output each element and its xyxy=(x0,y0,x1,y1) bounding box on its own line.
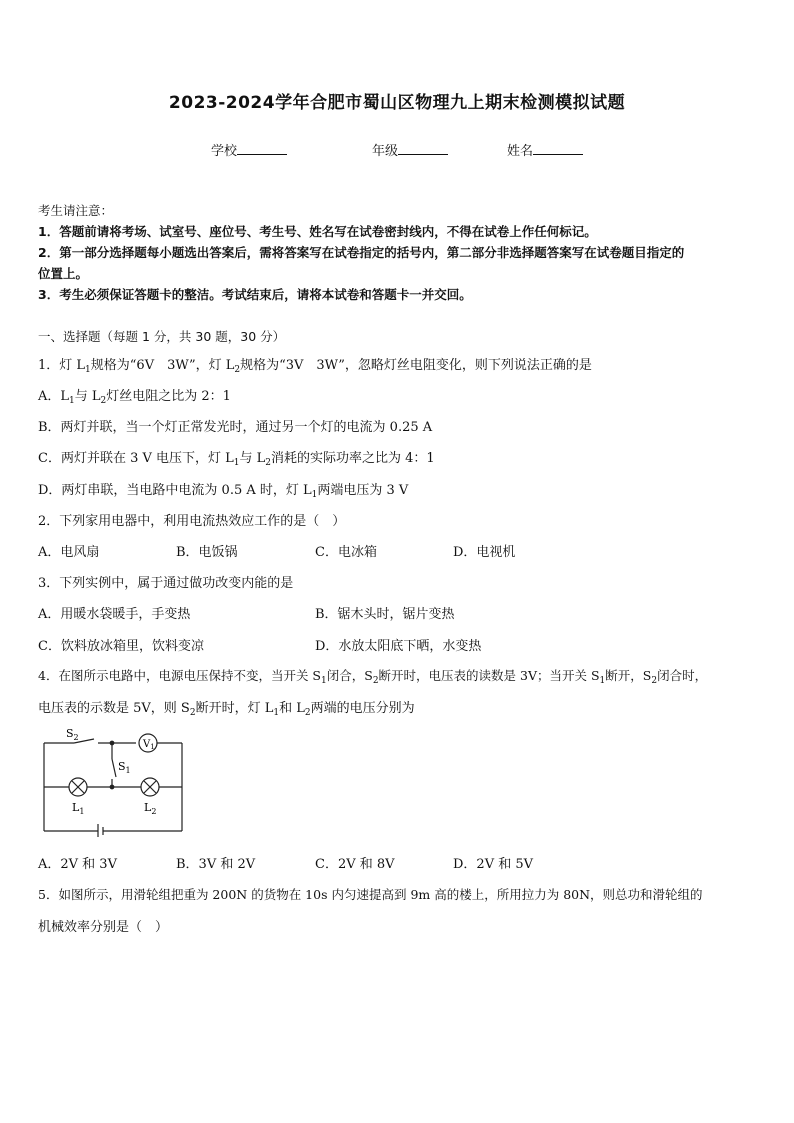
q5-stem-line1: 5．如图所示，用滑轮组把重为 200N 的货物在 10s 内匀速提高到 9m 高的楼上，所用拉力为 80N，则总功和滑轮组的 xyxy=(38,887,703,902)
q4-option-a[interactable]: A．2V 和 3V xyxy=(38,857,117,872)
name-blank[interactable] xyxy=(533,142,583,155)
q1-stem: 1．灯 $L_1$规格为“6V 3W”，灯 $L_2$规格为“3V 3W”，忽略灯丝电阻变化，则下列说法正确的是 xyxy=(38,358,592,375)
switch-s1-label: $S_1$ xyxy=(118,760,131,775)
voltmeter-label: $V_1$ xyxy=(143,739,155,751)
q1-option-d[interactable]: D．两灯串联，当电路中电流为 0.5 A 时，灯 $L_1$两端电压为 3 V xyxy=(38,483,409,500)
notice-item-2-cont: 位置上。 xyxy=(38,266,89,281)
lamp-l2-label: $L_2$ xyxy=(144,801,157,816)
q2-option-b[interactable]: B．电饭锅 xyxy=(176,545,238,560)
school-field[interactable] xyxy=(211,140,287,159)
q3-option-c[interactable]: C．饮料放冰箱里，饮料变凉 xyxy=(38,639,204,654)
grade-label: 年级 xyxy=(372,144,399,159)
q5-stem-line2: 机械效率分别是（ ） xyxy=(38,920,169,935)
q1-option-b[interactable]: B．两灯并联，当一个灯正常发光时，通过另一个灯的电流为 0.25 A xyxy=(38,420,433,435)
lamp-l1-label: $L_1$ xyxy=(72,801,85,816)
name-field[interactable] xyxy=(507,140,583,159)
notice-heading: 考生请注意： xyxy=(38,203,114,218)
q4-option-c[interactable]: C．2V 和 8V xyxy=(315,857,395,872)
switch-s2-label: $S_2$ xyxy=(66,727,79,742)
q3-option-b[interactable]: B．锯木头时，锯片变热 xyxy=(315,607,455,622)
q4-option-d[interactable]: D．2V 和 5V xyxy=(453,857,534,872)
section-heading: 一、选择题（每题 1 分，共 30 题，30 分） xyxy=(38,329,286,344)
q3-option-d[interactable]: D．水放太阳底下晒，水变热 xyxy=(315,639,482,654)
grade-field[interactable] xyxy=(372,140,448,159)
page-title: 2023-2024学年合肥市蜀山区物理九上期末检测模拟试题 xyxy=(168,93,626,113)
q2-option-d[interactable]: D．电视机 xyxy=(453,545,516,560)
q4-stem-line1: 4．在图所示电路中，电源电压保持不变，当开关 $S_1$闭合，$S_2$断开时，电压表的读数是 3V；当开关 $S_1$断开，$S_2$闭合时， xyxy=(38,668,708,686)
notice-block xyxy=(38,200,758,305)
q1-option-c[interactable]: C．两灯并联在 3 V 电压下，灯 $L_1$与 $L_2$消耗的实际功率之比为 4：1 xyxy=(38,451,435,468)
school-blank[interactable] xyxy=(237,142,287,155)
notice-item-3: 3．考生必须保证答题卡的整洁。考试结束后，请将本试卷和答题卡一并交回。 xyxy=(38,287,472,302)
q2-option-a[interactable]: A．电风扇 xyxy=(38,545,100,560)
q3-option-a[interactable]: A．用暖水袋暖手，手变热 xyxy=(38,607,191,622)
q4-stem-line2: 电压表的示数是 5V，则 $S_2$断开时，灯 $L_1$和 $L_2$两端的电压分别为 xyxy=(38,701,415,718)
notice-item-1: 1．答题前请将考场、试室号、座位号、考生号、姓名写在试卷密封线内，不得在试卷上作任何标记。 xyxy=(38,224,597,239)
q4-option-b[interactable]: B．3V 和 2V xyxy=(176,857,256,872)
name-label: 姓名 xyxy=(507,144,534,159)
q2-option-c[interactable]: C．电冰箱 xyxy=(315,545,377,560)
grade-blank[interactable] xyxy=(398,142,448,155)
q1-option-a[interactable]: A．$L_1$与 $L_2$灯丝电阻之比为 2：1 xyxy=(38,389,231,406)
school-label: 学校 xyxy=(211,144,238,159)
circuit-diagram xyxy=(36,725,188,837)
q2-stem: 2．下列家用电器中，利用电流热效应工作的是（ ） xyxy=(38,514,346,529)
q3-stem: 3．下列实例中，属于通过做功改变内能的是 xyxy=(38,576,294,591)
notice-item-2: 2．第一部分选择题每小题选出答案后，需将答案写在试卷指定的括号内，第二部分非选择题答案写在试卷题目指定的 xyxy=(38,245,685,260)
